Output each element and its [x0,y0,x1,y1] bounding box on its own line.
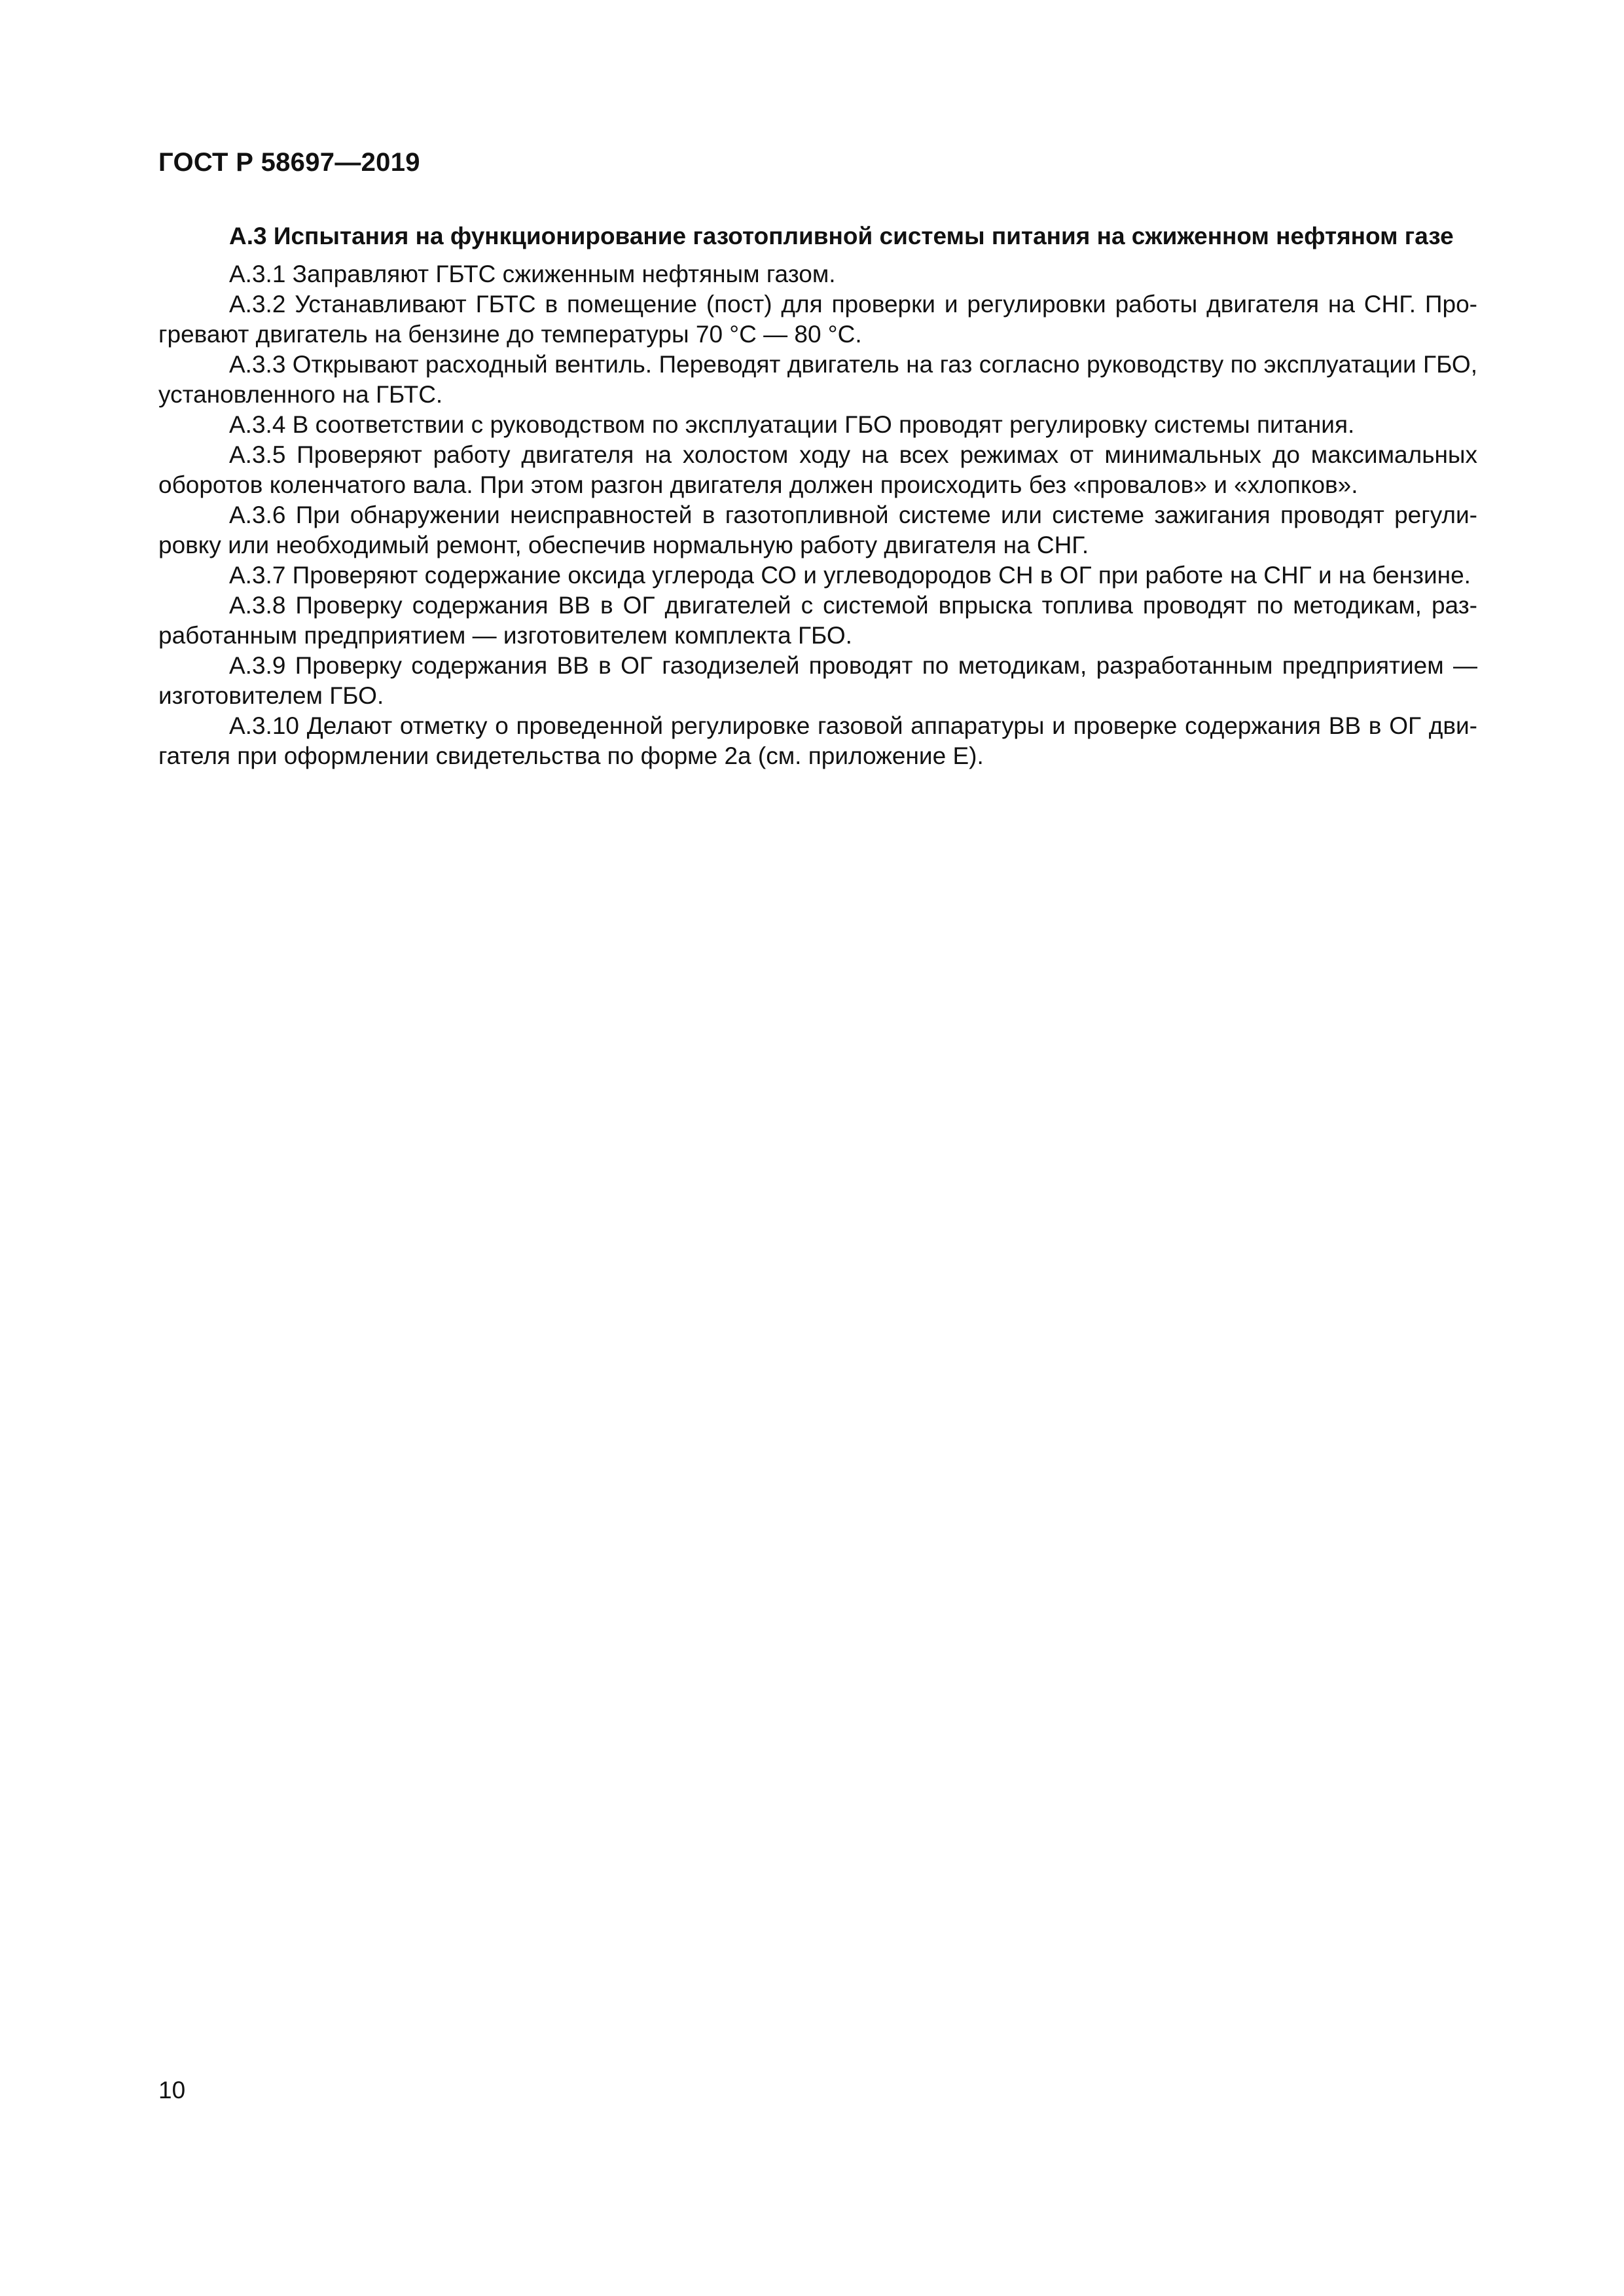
paragraph-a-3-6: А.3.6 При обнаружении неисправностей в газотопливной системе или системе зажигания проводят регулировку или необходимый ремонт, обеспечив нормальную работу двигателя на СНГ. [158,501,1477,558]
paragraph-a-3-2: А.3.2 Устанавливают ГБТС в помещение (пост) для проверки и регулировки работы двигателя на СНГ. Прогревают двигатель на бензине до температуры 70 °С — 80 °С. [158,291,1477,348]
page-number: 10 [158,2077,186,2104]
paragraph-a-3-10: А.3.10 Делают отметку о проведенной регулировке газовой аппаратуры и проверке содержания ВВ в ОГ двигателя при оформлении свидетельства по форме 2а (см. приложение Е). [158,712,1477,769]
document-header: ГОСТ Р 58697—2019 [158,148,420,177]
paragraph-a-3-3: А.3.3 Открывают расходный вентиль. Переводят двигатель на газ согласно руководству по эксплуатации ГБО, установленного на ГБТС. [158,351,1477,408]
paragraph-a-3-1: А.3.1 Заправляют ГБТС сжиженным нефтяным газом. [229,261,836,287]
paragraph-a-3-5: А.3.5 Проверяют работу двигателя на холостом ходу на всех режимах от минимальных до максимальных оборотов коленчатого вала. При этом разгон двигателя должен происходить без «провалов» и «хлопков». [158,441,1477,498]
section-title: А.3 Испытания на функционирование газотопливной системы питания на сжиженном нефтяном газе [229,223,1454,249]
paragraph-a-3-9: А.3.9 Проверку содержания ВВ в ОГ газодизелей проводят по методикам, разработанным предприятием — изготовителем ГБО. [158,652,1477,709]
paragraph-a-3-7: А.3.7 Проверяют содержание оксида углерода СО и углеводородов СН в ОГ при работе на СНГ и на бензине. [229,562,1471,589]
paragraph-a-3-4: А.3.4 В соответствии с руководством по эксплуатации ГБО проводят регулировку системы питания. [229,411,1355,438]
document-body [158,221,1477,771]
paragraph-a-3-8: А.3.8 Проверку содержания ВВ в ОГ двигателей с системой впрыска топлива проводят по методикам, разработанным предприятием — изготовителем комплекта ГБО. [158,592,1477,649]
